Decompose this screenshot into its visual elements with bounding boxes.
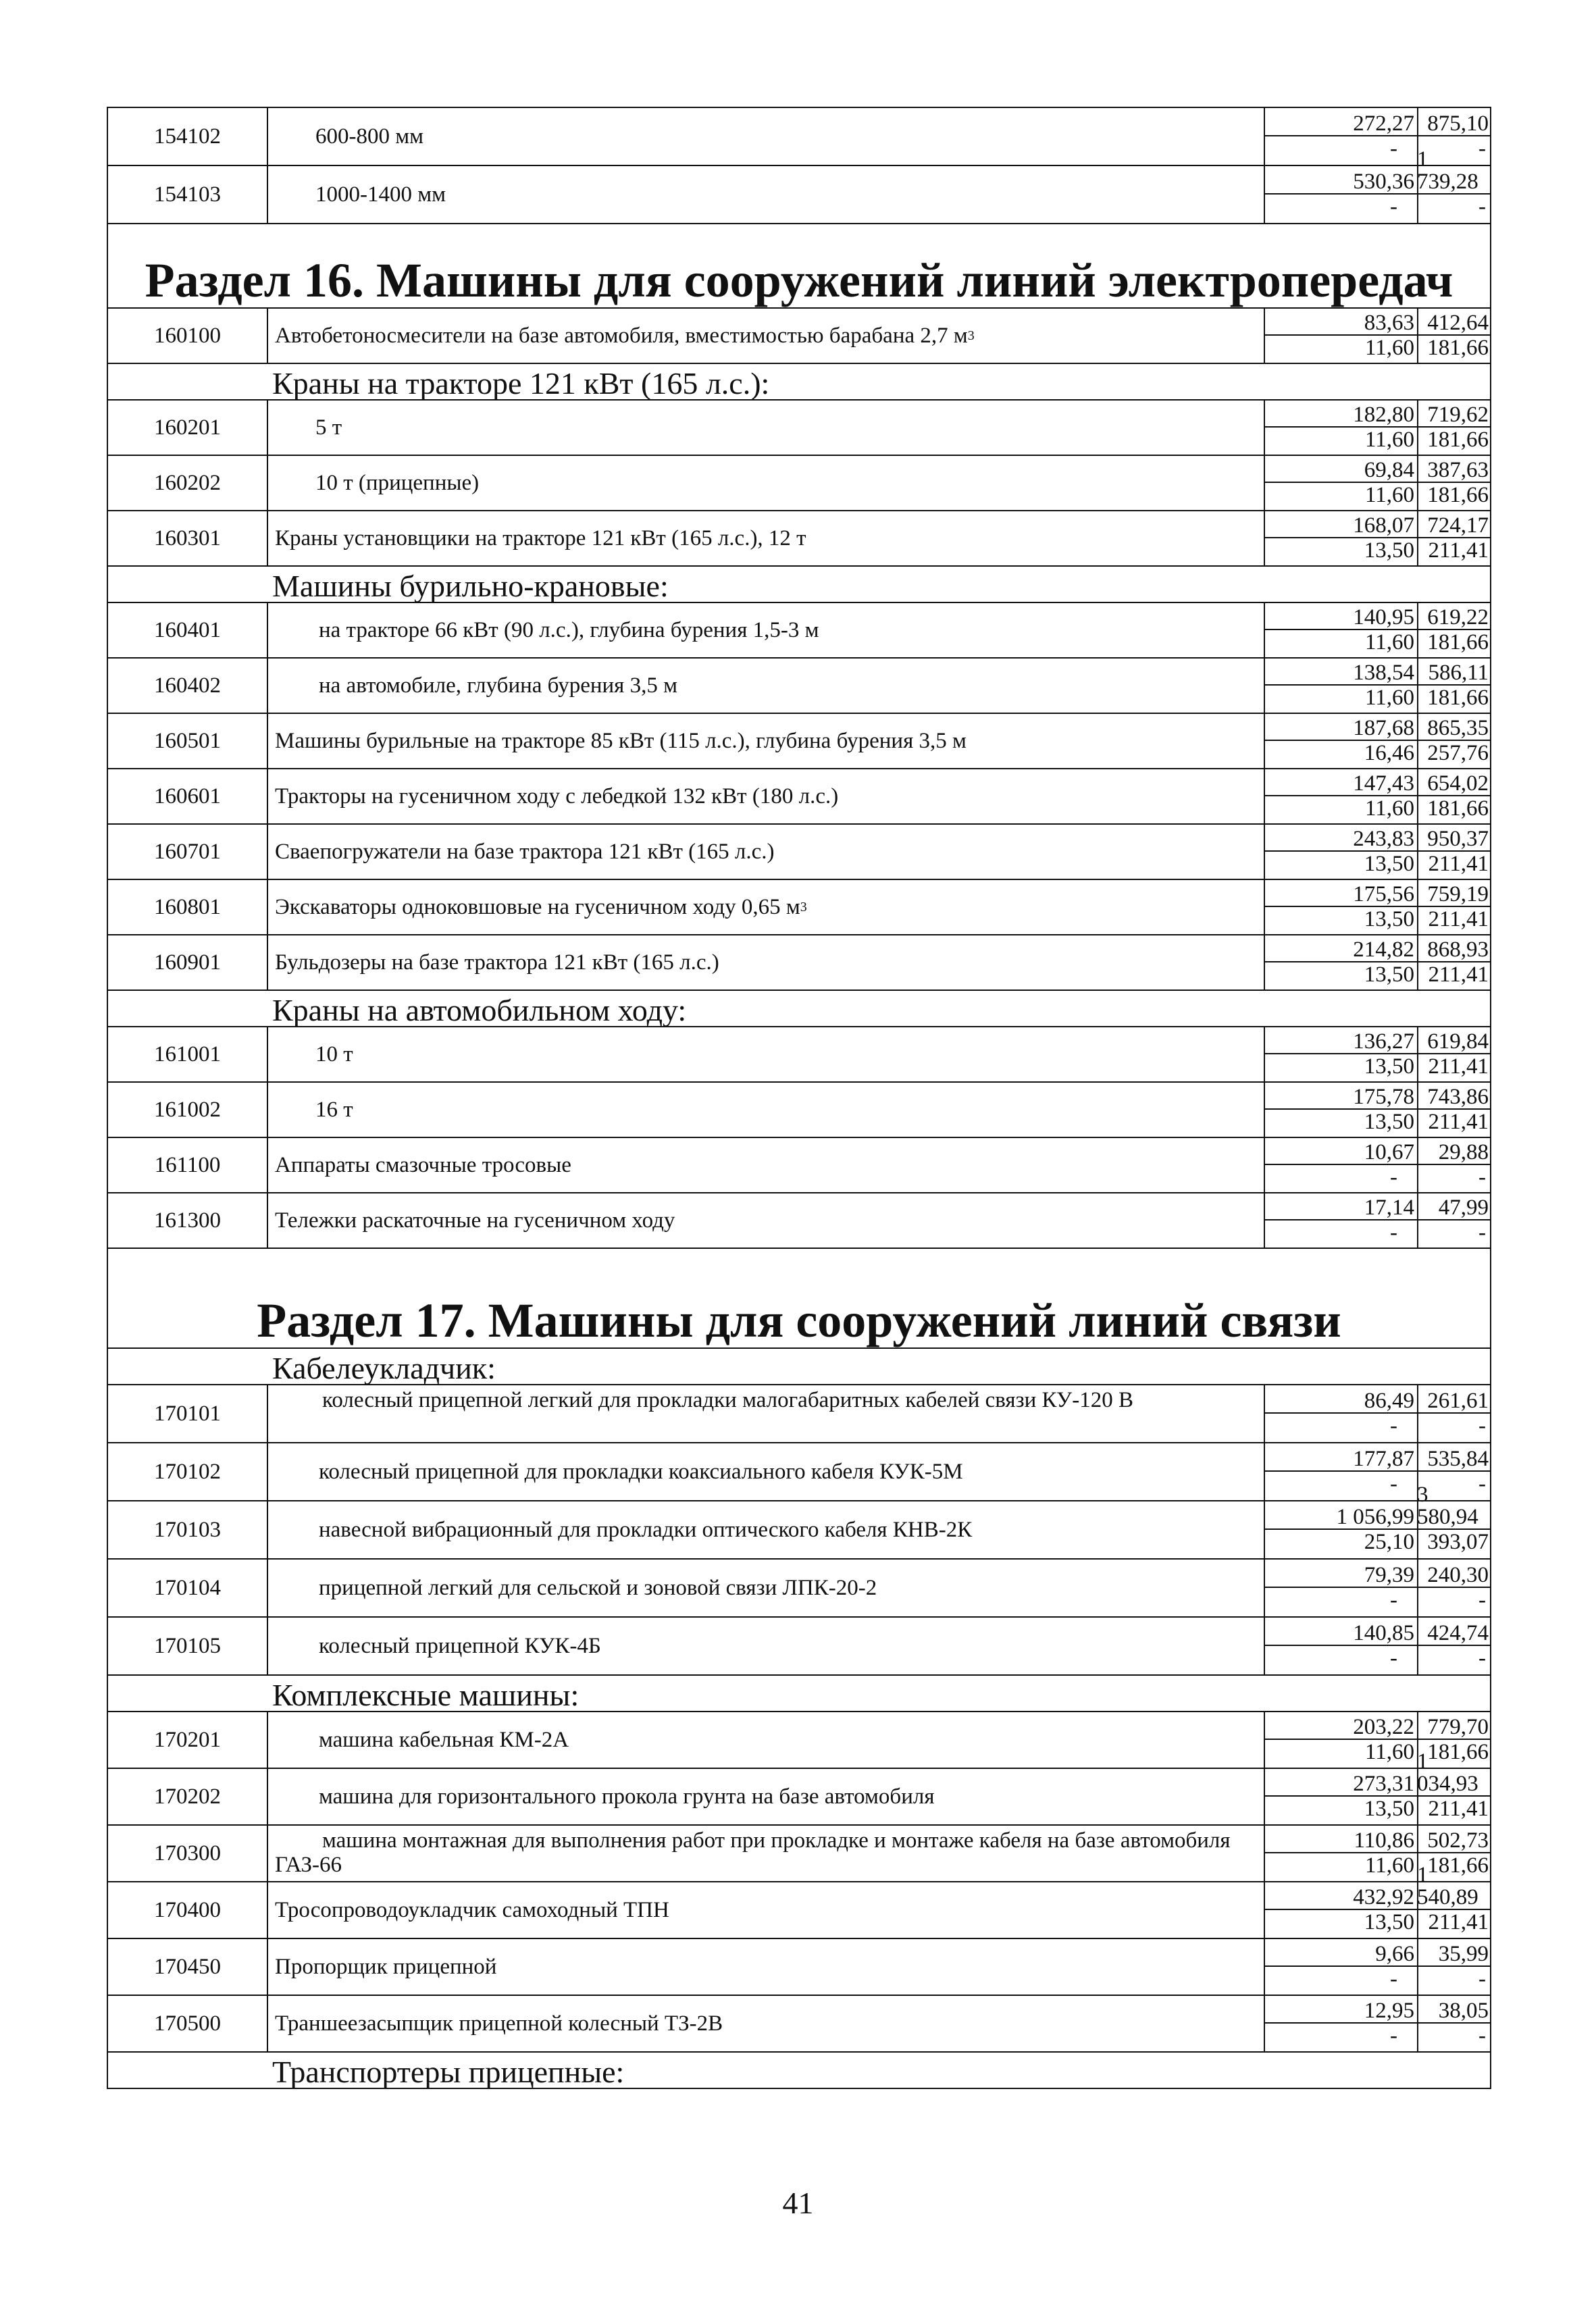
price-value: 535,84 (1417, 1443, 1490, 1472)
section-heading (108, 1248, 1490, 1347)
item-name-text: 600-800 мм (315, 124, 424, 149)
group-title: Кабелеукладчик: (272, 1351, 496, 1385)
item-name-text: 5 т (315, 415, 342, 440)
price-column-2 (1417, 1027, 1490, 1081)
wage-value: 211,41 (1428, 538, 1489, 563)
section-heading (108, 223, 1490, 307)
item-name-text: 10 т (315, 1042, 353, 1066)
price-column-2 (1417, 1618, 1490, 1674)
item-name-text: Пропорщик прицепной (275, 1954, 497, 1979)
item-code: 160202 (108, 456, 268, 510)
item-name-text: машина для горизонтального прокола грунта на базе автомобиля (319, 1784, 935, 1809)
price-value: 530,36 (1265, 166, 1417, 195)
item-code: 160201 (108, 401, 268, 455)
wage-value: - (1478, 1588, 1486, 1612)
price-column-2 (1417, 1996, 1490, 2051)
table-row (108, 1137, 1490, 1192)
wage-value: 211,41 (1428, 1054, 1489, 1079)
item-name-text: на автомобиле, глубина бурения 3,5 м (319, 673, 677, 698)
item-code: 160402 (108, 659, 268, 713)
price-column-2 (1417, 659, 1490, 713)
price-value: 1 034,93 (1417, 1769, 1490, 1797)
price-column-1 (1264, 1385, 1418, 1442)
item-name (268, 1027, 1264, 1081)
wage-value: 11,60 (1364, 1853, 1414, 1878)
price-column-1 (1264, 1501, 1418, 1558)
item-name-text: машина кабельная КМ-2А (319, 1727, 569, 1752)
wage-value: 211,41 (1428, 907, 1489, 931)
table-row (108, 1026, 1490, 1081)
item-code: 160801 (108, 880, 268, 934)
wage-value: - (1390, 1220, 1397, 1245)
item-name (268, 1712, 1264, 1768)
price-value: 875,10 (1417, 108, 1490, 136)
price-column-2 (1417, 1138, 1490, 1192)
item-code: 161300 (108, 1193, 268, 1248)
wage-value: - (1390, 1646, 1397, 1670)
item-code: 154103 (108, 166, 268, 223)
item-name (268, 825, 1264, 879)
wage-value: 211,41 (1428, 1797, 1489, 1821)
wage-value: - (1478, 2024, 1486, 2048)
rates-table (107, 107, 1491, 2089)
price-column-2 (1417, 714, 1490, 768)
item-code: 170202 (108, 1769, 268, 1824)
wage-value: 11,60 (1364, 630, 1414, 654)
table-row (108, 1384, 1490, 1442)
price-value: 387,63 (1417, 456, 1490, 483)
price-value: 47,99 (1417, 1193, 1490, 1220)
wage-value: - (1390, 1967, 1397, 1991)
item-name-text: машина монтажная для выполнения работ при прокладке и монтаже кабеля на базе автомобиля ГАЗ-66 (275, 1828, 1231, 1878)
item-name-text: 10 т (прицепные) (315, 470, 480, 495)
item-name-text: Траншеезасыпщик прицепной колесный ТЗ-2В (275, 2011, 723, 2036)
price-value: 1 056,99 (1265, 1501, 1417, 1530)
price-column-2 (1417, 147, 1490, 223)
table-row (108, 879, 1490, 934)
price-value: 3 580,94 (1417, 1501, 1490, 1530)
price-column-1 (1264, 456, 1418, 510)
item-code: 160301 (108, 511, 268, 565)
item-name-text: Краны установщики на тракторе 121 кВт (165 л.с.), 12 т (275, 525, 806, 550)
item-code: 170300 (108, 1826, 268, 1881)
item-name-text: навесной вибрационный для прокладки оптического кабеля КНВ-2К (319, 1517, 973, 1542)
wage-value: 181,66 (1427, 686, 1489, 710)
price-column-1 (1264, 1027, 1418, 1081)
price-column-1 (1264, 166, 1418, 223)
price-value: 136,27 (1265, 1027, 1417, 1054)
wage-value: - (1478, 1220, 1486, 1245)
price-column-1 (1264, 935, 1418, 989)
price-value: 182,80 (1265, 401, 1417, 428)
wage-value: 13,50 (1364, 1797, 1414, 1821)
item-code: 160401 (108, 603, 268, 657)
price-value: 243,83 (1265, 825, 1417, 852)
item-code: 160100 (108, 309, 268, 363)
item-code: 160701 (108, 825, 268, 879)
wage-value: - (1390, 1414, 1397, 1438)
table-row (108, 1995, 1490, 2051)
wage-value: - (1390, 136, 1397, 161)
wage-value: - (1478, 1165, 1486, 1189)
table-row (108, 1938, 1490, 1995)
price-column-1 (1264, 1443, 1418, 1500)
price-column-1 (1264, 1769, 1418, 1824)
price-value: 619,84 (1417, 1027, 1490, 1054)
wage-value: 181,66 (1427, 1853, 1489, 1878)
section-title: Раздел 16. Машины для сооружений линий электропередач (145, 253, 1453, 307)
price-value: 724,17 (1417, 511, 1490, 538)
wage-value: 181,66 (1427, 796, 1489, 821)
group-title: Машины бурильно-крановые: (272, 569, 669, 603)
group-title: Краны на автомобильном ходу: (272, 993, 687, 1027)
item-code: 170400 (108, 1882, 268, 1938)
price-column-2 (1417, 1193, 1490, 1248)
group-title: Транспортеры прицепные: (272, 2055, 625, 2089)
price-column-1 (1264, 769, 1418, 823)
price-column-1 (1264, 1138, 1418, 1192)
table-row (108, 1558, 1490, 1616)
wage-value: 13,50 (1364, 1054, 1414, 1079)
item-code: 170450 (108, 1939, 268, 1995)
group-heading (108, 1347, 1490, 1384)
price-value: 140,85 (1265, 1618, 1417, 1646)
price-column-1 (1264, 659, 1418, 713)
item-name-text: на тракторе 66 кВт (90 л.с.), глубина бурения 1,5-3 м (319, 617, 819, 642)
price-column-1 (1264, 1996, 1418, 2051)
item-name (268, 935, 1264, 989)
price-column-2 (1417, 880, 1490, 934)
item-name (268, 1769, 1264, 1824)
group-heading (108, 1674, 1490, 1711)
price-value: 1 540,89 (1417, 1882, 1490, 1910)
price-column-2 (1417, 935, 1490, 989)
price-value: 432,92 (1265, 1882, 1417, 1910)
wage-value: - (1478, 195, 1486, 219)
price-column-1 (1264, 401, 1418, 455)
price-value: 261,61 (1417, 1385, 1490, 1414)
wage-value: 13,50 (1364, 962, 1414, 987)
price-column-2 (1417, 603, 1490, 657)
price-column-1 (1264, 1826, 1418, 1881)
page-number: 41 (782, 2186, 814, 2220)
price-column-1 (1264, 603, 1418, 657)
price-value: 412,64 (1417, 309, 1490, 336)
table-row (108, 510, 1490, 565)
table-row (108, 1192, 1490, 1248)
item-name (268, 1882, 1264, 1938)
item-name (268, 1138, 1264, 1192)
item-name (268, 166, 1264, 223)
price-value: 38,05 (1417, 1996, 1490, 2024)
wage-value: 11,60 (1364, 483, 1414, 507)
item-name-text: 16 т (315, 1097, 353, 1122)
price-value: 86,49 (1265, 1385, 1417, 1414)
section-title: Раздел 17. Машины для сооружений линий связи (257, 1293, 1341, 1347)
group-heading (108, 565, 1490, 602)
item-code: 161001 (108, 1027, 268, 1081)
price-value: 1 739,28 (1417, 166, 1490, 195)
price-column-1 (1264, 1560, 1418, 1616)
price-column-1 (1264, 511, 1418, 565)
table-row (108, 1824, 1490, 1881)
price-value: 177,87 (1265, 1443, 1417, 1472)
wage-value: 181,66 (1427, 630, 1489, 654)
wage-value: 11,60 (1364, 336, 1414, 360)
item-name (268, 1501, 1264, 1558)
price-column-2 (1417, 769, 1490, 823)
price-value: 240,30 (1417, 1560, 1490, 1588)
price-value: 79,39 (1265, 1560, 1417, 1588)
wage-value: 13,50 (1364, 1910, 1414, 1934)
price-value: 175,56 (1265, 880, 1417, 907)
table-row (108, 455, 1490, 510)
item-name (268, 714, 1264, 768)
group-heading (108, 2051, 1490, 2088)
item-code: 161100 (108, 1138, 268, 1192)
item-name-text: Бульдозеры на базе трактора 121 кВт (165 л.с.) (275, 950, 719, 975)
item-code: 160901 (108, 935, 268, 989)
item-name (268, 456, 1264, 510)
price-value: 654,02 (1417, 769, 1490, 796)
item-code: 170105 (108, 1618, 268, 1674)
item-code: 170103 (108, 1501, 268, 1558)
price-column-2 (1417, 401, 1490, 455)
table-row (108, 768, 1490, 823)
wage-value: 25,10 (1364, 1530, 1414, 1554)
price-value: 147,43 (1265, 769, 1417, 796)
price-value: 187,68 (1265, 714, 1417, 741)
price-column-1 (1264, 1618, 1418, 1674)
item-code: 170102 (108, 1443, 268, 1500)
table-row (108, 399, 1490, 455)
item-name (268, 1996, 1264, 2051)
price-value: 69,84 (1265, 456, 1417, 483)
wage-value: 13,50 (1364, 907, 1414, 931)
item-name (268, 1443, 1264, 1500)
item-name-text: Тросопроводоукладчик самоходный ТПН (275, 1897, 669, 1922)
price-value: 138,54 (1265, 659, 1417, 686)
wage-value: 211,41 (1428, 852, 1489, 876)
price-value: 868,93 (1417, 935, 1490, 962)
item-name-text: Экскаваторы одноковшовые на гусеничном ходу 0,65 м (275, 894, 800, 919)
wage-value: 11,60 (1364, 796, 1414, 821)
price-value: 12,95 (1265, 1996, 1417, 2024)
item-name-text: Тележки раскаточные на гусеничном ходу (275, 1208, 675, 1233)
wage-value: - (1390, 1165, 1397, 1189)
price-value: 502,73 (1417, 1826, 1490, 1853)
price-value: 17,14 (1265, 1193, 1417, 1220)
price-column-1 (1264, 1083, 1418, 1137)
item-code: 170201 (108, 1712, 268, 1768)
item-name-text: прицепной легкий для сельской и зоновой связи ЛПК-20-2 (319, 1575, 877, 1600)
price-column-1 (1264, 1193, 1418, 1248)
table-row (108, 307, 1490, 363)
price-value: 719,62 (1417, 401, 1490, 428)
price-value: 272,27 (1265, 108, 1417, 136)
wage-value: 11,60 (1364, 686, 1414, 710)
item-name (268, 1618, 1264, 1674)
item-name-text: Машины бурильные на тракторе 85 кВт (115 л.с.), глубина бурения 3,5 м (275, 728, 967, 753)
item-name (268, 511, 1264, 565)
item-code: 170104 (108, 1560, 268, 1616)
wage-value: - (1478, 1646, 1486, 1670)
price-value: 779,70 (1417, 1712, 1490, 1740)
item-code: 154102 (108, 108, 268, 165)
wage-value: 211,41 (1428, 1110, 1489, 1134)
price-value: 29,88 (1417, 1138, 1490, 1165)
item-code: 160501 (108, 714, 268, 768)
wage-value: 11,60 (1364, 1740, 1414, 1764)
price-column-1 (1264, 108, 1418, 165)
table-row (108, 1442, 1490, 1500)
table-row (108, 1483, 1490, 1558)
group-heading (108, 363, 1490, 399)
item-name-text: 1000-1400 мм (315, 182, 446, 207)
wage-value: 181,66 (1427, 1740, 1489, 1764)
wage-value: 13,50 (1364, 538, 1414, 563)
wage-value: 13,50 (1364, 852, 1414, 876)
price-value: 140,95 (1265, 603, 1417, 630)
price-value: 214,82 (1265, 935, 1417, 962)
wage-value: - (1478, 136, 1486, 161)
wage-value: 181,66 (1427, 483, 1489, 507)
group-title: Комплексные машины: (272, 1678, 580, 1712)
price-value: 10,67 (1265, 1138, 1417, 1165)
price-value: 273,31 (1265, 1769, 1417, 1797)
price-column-2 (1417, 1483, 1490, 1558)
wage-value: - (1390, 2024, 1397, 2048)
price-column-1 (1264, 714, 1418, 768)
price-column-2 (1417, 825, 1490, 879)
item-name (268, 1083, 1264, 1137)
wage-value: 257,76 (1427, 741, 1489, 765)
wage-value: - (1390, 195, 1397, 219)
table-row (108, 147, 1490, 223)
table-row (108, 602, 1490, 657)
price-value: 743,86 (1417, 1083, 1490, 1110)
item-name (268, 1939, 1264, 1995)
price-value: 35,99 (1417, 1939, 1490, 1967)
wage-value: 181,66 (1427, 428, 1489, 452)
price-column-2 (1417, 1083, 1490, 1137)
price-value: 759,19 (1417, 880, 1490, 907)
price-value: 110,86 (1265, 1826, 1417, 1853)
item-name (268, 1193, 1264, 1248)
price-value: 865,35 (1417, 714, 1490, 741)
wage-value: 13,50 (1364, 1110, 1414, 1134)
group-heading (108, 989, 1490, 1026)
table-row (108, 823, 1490, 879)
wage-value: 16,46 (1364, 741, 1414, 765)
item-name-text: колесный прицепной легкий для прокладки малогабаритных кабелей связи КУ-120 В (322, 1388, 1134, 1412)
table-row (108, 1616, 1490, 1674)
wage-value: - (1478, 1414, 1486, 1438)
table-row (108, 1081, 1490, 1137)
table-row (108, 1711, 1490, 1768)
item-name-text: колесный прицепной КУК-4Б (319, 1633, 601, 1658)
price-column-2 (1417, 1939, 1490, 1995)
price-value: 175,78 (1265, 1083, 1417, 1110)
price-column-1 (1264, 825, 1418, 879)
item-name-text: колесный прицепной для прокладки коаксиального кабеля КУК-5М (319, 1459, 963, 1484)
table-row (108, 713, 1490, 768)
price-value: 586,11 (1417, 659, 1490, 686)
wage-value: - (1478, 1967, 1486, 1991)
group-title: Краны на тракторе 121 кВт (165 л.с.): (272, 366, 770, 401)
price-column-2 (1417, 309, 1490, 363)
price-column-2 (1417, 511, 1490, 565)
price-column-2 (1417, 1560, 1490, 1616)
wage-value: 211,41 (1428, 1910, 1489, 1934)
wage-value: 211,41 (1428, 962, 1489, 987)
wage-value: - (1390, 1472, 1397, 1496)
table-row (108, 107, 1490, 165)
item-code: 170500 (108, 1996, 268, 2051)
item-name (268, 1826, 1264, 1881)
item-name (268, 401, 1264, 455)
price-column-1 (1264, 1712, 1418, 1768)
price-value: 168,07 (1265, 511, 1417, 538)
price-value: 424,74 (1417, 1618, 1490, 1646)
price-column-2 (1417, 1385, 1490, 1442)
price-column-1 (1264, 880, 1418, 934)
price-column-1 (1264, 309, 1418, 363)
item-name (268, 108, 1264, 165)
wage-value: 11,60 (1364, 428, 1414, 452)
table-row (108, 657, 1490, 713)
item-name-text: Автобетоносмесители на базе автомобиля, вместимостью барабана 2,7 м (275, 323, 968, 348)
item-code: 161002 (108, 1083, 268, 1137)
item-name: Экскаваторы одноковшовые на гусеничном ходу 0,65 м 3 (275, 894, 807, 919)
item-name-text: Аппараты смазочные тросовые (275, 1152, 571, 1177)
price-column-1 (1264, 1882, 1418, 1938)
item-name (268, 659, 1264, 713)
item-name-text: Тракторы на гусеничном ходу с лебедкой 132 кВт (180 л.с.) (275, 783, 839, 808)
item-name (268, 1560, 1264, 1616)
item-name (268, 769, 1264, 823)
item-code: 160601 (108, 769, 268, 823)
table-row (108, 934, 1490, 989)
price-value: 950,37 (1417, 825, 1490, 852)
price-value: 203,22 (1265, 1712, 1417, 1740)
price-column-1 (1264, 1939, 1418, 1995)
price-value: 9,66 (1265, 1939, 1417, 1967)
price-column-2 (1417, 456, 1490, 510)
wage-value: - (1478, 1472, 1486, 1496)
item-name-text: Сваепогружатели на базе трактора 121 кВт (165 л.с.) (275, 839, 775, 864)
item-name (268, 1385, 1264, 1442)
wage-value: 181,66 (1427, 336, 1489, 360)
item-name: Автобетоносмесители на базе автомобиля, вместимостью барабана 2,7 м 3 (275, 323, 975, 348)
wage-value: - (1390, 1588, 1397, 1612)
price-value: 619,22 (1417, 603, 1490, 630)
item-name (268, 603, 1264, 657)
wage-value: 393,07 (1427, 1530, 1489, 1554)
price-value: 83,63 (1265, 309, 1417, 336)
item-code: 170101 (108, 1385, 268, 1442)
